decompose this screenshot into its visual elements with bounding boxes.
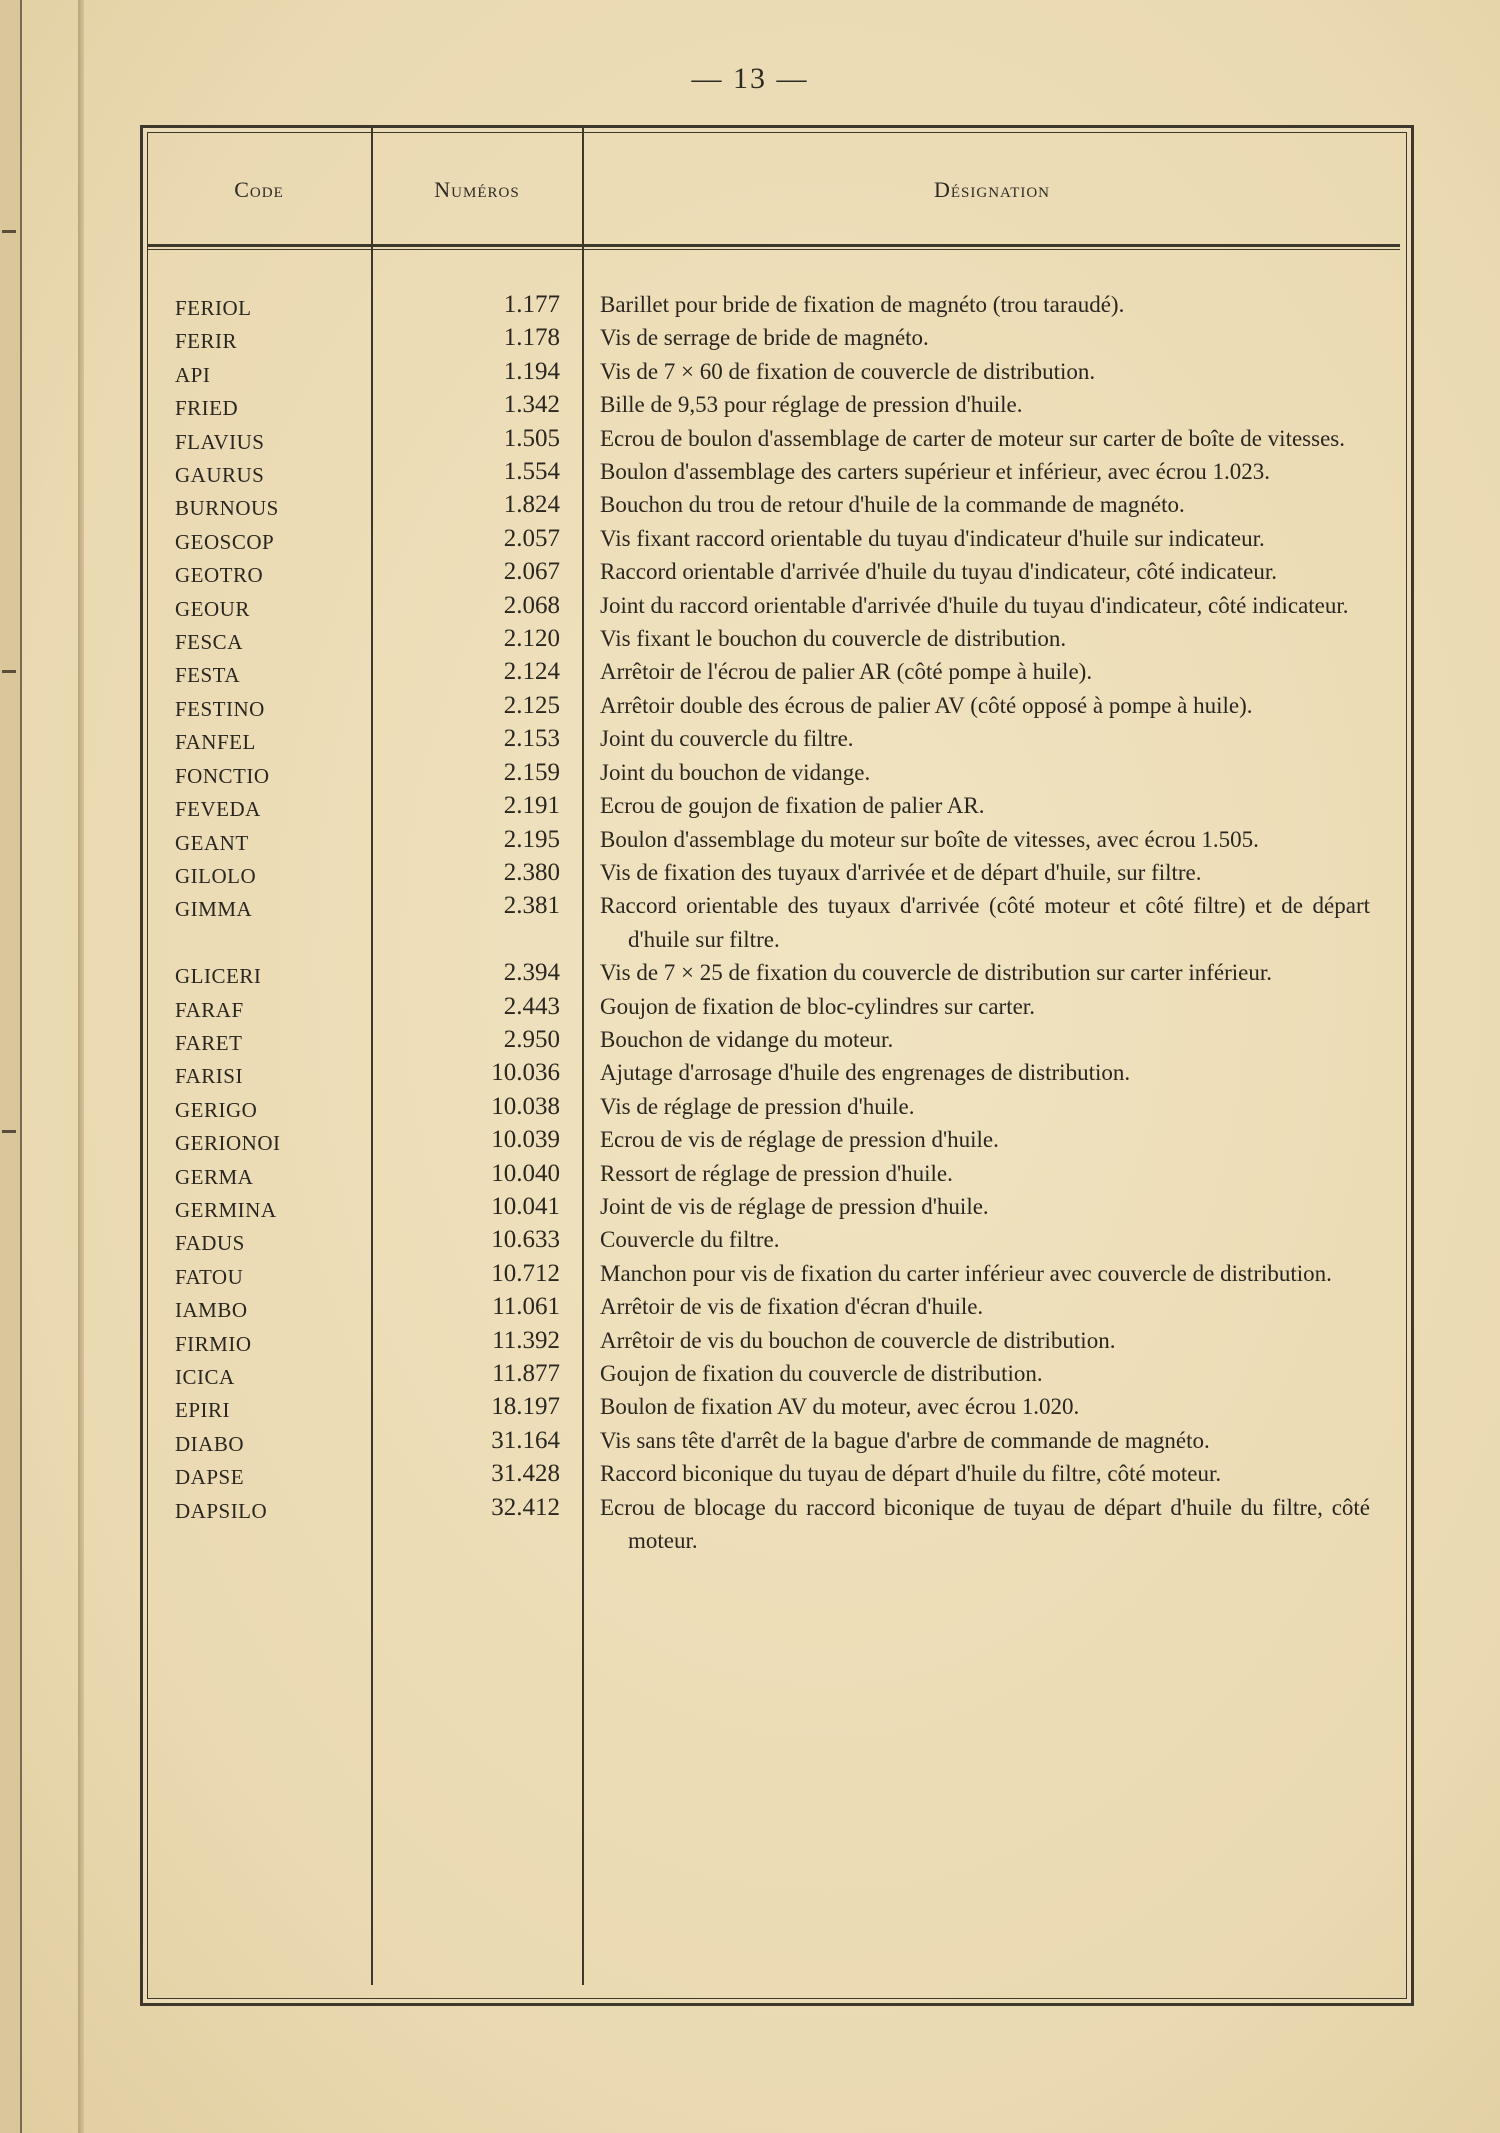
part-designation: Bille de 9,53 pour réglage de pression d'huile. bbox=[600, 392, 1023, 418]
part-code: GIMMA bbox=[175, 897, 253, 922]
table-row bbox=[0, 1324, 1500, 1357]
part-designation: Ajutage d'arrosage d'huile des engrenages de distribution. bbox=[600, 1060, 1131, 1086]
table-row bbox=[0, 1223, 1500, 1256]
part-code: GERIGO bbox=[175, 1097, 258, 1122]
part-designation: Vis de fixation des tuyaux d'arrivée et de départ d'huile, sur filtre. bbox=[600, 859, 1202, 885]
part-designation: Vis de serrage de bride de magnéto. bbox=[600, 325, 929, 351]
table-row bbox=[0, 722, 1500, 755]
part-code: FANFEL bbox=[175, 730, 256, 755]
table-row bbox=[0, 823, 1500, 856]
part-code: FEVEDA bbox=[175, 797, 261, 822]
part-designation: Raccord biconique du tuyau de départ d'huile du filtre, côté moteur. bbox=[600, 1461, 1222, 1487]
part-number: 1.178 bbox=[503, 324, 560, 352]
part-number: 2.120 bbox=[503, 625, 560, 653]
part-code: FLAVIUS bbox=[175, 429, 265, 454]
part-code: API bbox=[175, 362, 211, 387]
part-code: FERIR bbox=[175, 329, 238, 354]
part-designation: Vis de réglage de pression d'huile. bbox=[600, 1093, 915, 1119]
part-code: FARISI bbox=[175, 1064, 243, 1089]
part-number: 11.392 bbox=[492, 1326, 560, 1354]
part-code: FARET bbox=[175, 1030, 243, 1055]
table-row bbox=[0, 1491, 1500, 1558]
table-row bbox=[0, 1357, 1500, 1390]
part-designation: Arrêtoir double des écrous de palier AV (côté opposé à pompe à huile). bbox=[600, 692, 1253, 718]
part-number: 31.428 bbox=[491, 1460, 560, 1488]
table-row bbox=[0, 355, 1500, 388]
part-designation: Vis de 7 × 60 de fixation de couvercle de distribution. bbox=[600, 358, 1096, 384]
table-row bbox=[0, 1023, 1500, 1056]
part-number: 11.061 bbox=[492, 1293, 560, 1321]
part-number: 2.191 bbox=[503, 792, 560, 820]
part-number: 2.068 bbox=[503, 591, 560, 619]
table-row bbox=[0, 321, 1500, 354]
part-number: 10.040 bbox=[491, 1159, 560, 1187]
part-code: FESTA bbox=[175, 663, 240, 688]
part-number: 1.505 bbox=[503, 424, 560, 452]
part-number: 1.194 bbox=[503, 357, 560, 385]
part-code: FARAF bbox=[175, 997, 244, 1022]
part-designation: Vis de 7 × 25 de fixation du couvercle de distribution sur carter inférieur. bbox=[600, 960, 1272, 986]
part-code: GAURUS bbox=[175, 463, 265, 488]
part-number: 1.824 bbox=[503, 491, 560, 519]
part-code: FONCTIO bbox=[175, 763, 270, 788]
part-code: GEOSCOP bbox=[175, 529, 275, 554]
part-code: FESTINO bbox=[175, 696, 265, 721]
part-designation: Barillet pour bride de fixation de magnéto (trou taraudé). bbox=[600, 292, 1125, 317]
part-number: 2.950 bbox=[503, 1025, 560, 1053]
table-row bbox=[0, 1424, 1500, 1457]
table-row bbox=[0, 1457, 1500, 1490]
part-number: 2.153 bbox=[503, 725, 560, 753]
table-row bbox=[0, 1190, 1500, 1223]
part-number: 2.443 bbox=[503, 992, 560, 1020]
part-number: 2.124 bbox=[503, 658, 560, 686]
part-designation: Ecrou de goujon de fixation de palier AR. bbox=[600, 793, 985, 819]
part-number: 2.380 bbox=[503, 858, 560, 886]
table-row bbox=[0, 555, 1500, 588]
column-header-code: Code bbox=[234, 177, 284, 202]
part-designation: Ecrou de blocage du raccord biconique de tuyau de départ d'huile du filtre, côté moteur. bbox=[600, 1494, 1370, 1554]
column-header-numeros: Numéros bbox=[434, 177, 520, 202]
part-designation: Raccord orientable d'arrivée d'huile du tuyau d'indicateur, côté indicateur. bbox=[600, 559, 1277, 585]
header-rule bbox=[148, 244, 1400, 247]
parts-table-body bbox=[0, 288, 1500, 1557]
table-row bbox=[0, 889, 1500, 956]
part-designation: Vis fixant le bouchon du couvercle de distribution. bbox=[600, 626, 1067, 652]
part-number: 10.039 bbox=[491, 1126, 560, 1154]
table-row bbox=[0, 488, 1500, 521]
table-row bbox=[0, 1390, 1500, 1423]
table-row bbox=[0, 455, 1500, 488]
part-code: FERIOL bbox=[175, 296, 252, 320]
part-number: 10.041 bbox=[491, 1192, 560, 1220]
part-number: 2.394 bbox=[503, 959, 560, 987]
part-code: GEOTRO bbox=[175, 563, 264, 588]
part-designation: Arrêtoir de vis de fixation d'écran d'huile. bbox=[600, 1294, 984, 1320]
part-designation: Manchon pour vis de fixation du carter inférieur avec couvercle de distribution. bbox=[600, 1260, 1332, 1286]
part-designation: Ecrou de boulon d'assemblage de carter de moteur sur carter de boîte de vitesses. bbox=[600, 425, 1345, 451]
part-designation: Boulon de fixation AV du moteur, avec écrou 1.020. bbox=[600, 1394, 1080, 1420]
part-number: 2.195 bbox=[503, 825, 560, 853]
part-code: GERMINA bbox=[175, 1197, 277, 1222]
part-designation: Joint du raccord orientable d'arrivée d'huile du tuyau d'indicateur, côté indicateur. bbox=[600, 592, 1349, 618]
part-number: 1.554 bbox=[503, 458, 560, 486]
part-designation: Raccord orientable des tuyaux d'arrivée (côté moteur et côté filtre) et de départ d'huile sur filtre. bbox=[600, 893, 1370, 952]
table-row bbox=[0, 1257, 1500, 1290]
table-row bbox=[0, 756, 1500, 789]
part-number: 10.633 bbox=[491, 1226, 560, 1254]
part-designation: Goujon de fixation du couvercle de distribution. bbox=[600, 1361, 1043, 1386]
part-number: 10.036 bbox=[491, 1059, 560, 1087]
part-designation: Goujon de fixation de bloc-cylindres sur carter. bbox=[600, 993, 1035, 1019]
part-code: GEOUR bbox=[175, 596, 250, 621]
table-row bbox=[0, 956, 1500, 989]
part-code: FIRMIO bbox=[175, 1331, 252, 1356]
part-designation: Couvercle du filtre. bbox=[600, 1227, 780, 1253]
part-designation: Joint du bouchon de vidange. bbox=[600, 759, 871, 785]
table-row bbox=[0, 422, 1500, 455]
part-code: ICICA bbox=[175, 1365, 235, 1389]
part-number: 10.038 bbox=[491, 1092, 560, 1120]
part-code: BURNOUS bbox=[175, 496, 279, 521]
part-code: GERIONOI bbox=[175, 1131, 281, 1156]
part-number: 1.177 bbox=[503, 291, 560, 318]
table-row bbox=[0, 1090, 1500, 1123]
part-designation: Vis fixant raccord orientable du tuyau d'indicateur d'huile sur indicateur. bbox=[600, 525, 1265, 551]
part-code: FADUS bbox=[175, 1231, 245, 1256]
part-designation: Joint de vis de réglage de pression d'huile. bbox=[600, 1193, 989, 1219]
part-code: EPIRI bbox=[175, 1398, 230, 1423]
table-row bbox=[0, 1056, 1500, 1089]
part-number: 10.712 bbox=[491, 1259, 560, 1287]
table-row bbox=[0, 1123, 1500, 1156]
part-code: FATOU bbox=[175, 1264, 244, 1289]
part-code: GERMA bbox=[175, 1164, 254, 1189]
part-code: GEANT bbox=[175, 830, 249, 855]
page-number: — 13 — bbox=[691, 62, 809, 95]
table-row bbox=[0, 589, 1500, 622]
part-number: 32.412 bbox=[491, 1493, 560, 1521]
part-designation: Arrêtoir de vis du bouchon de couvercle de distribution. bbox=[600, 1327, 1116, 1353]
column-header-designation: Désignation bbox=[933, 177, 1051, 202]
part-number: 2.159 bbox=[503, 758, 560, 786]
part-designation: Bouchon du trou de retour d'huile de la commande de magnéto. bbox=[600, 492, 1185, 518]
part-number: 11.877 bbox=[492, 1360, 560, 1387]
part-code: DAPSILO bbox=[175, 1498, 268, 1523]
part-designation: Boulon d'assemblage du moteur sur boîte de vitesses, avec écrou 1.505. bbox=[600, 826, 1259, 852]
table-row bbox=[0, 689, 1500, 722]
table-row bbox=[0, 388, 1500, 421]
part-code: DIABO bbox=[175, 1431, 244, 1456]
part-number: 18.197 bbox=[491, 1393, 560, 1421]
table-row bbox=[0, 1157, 1500, 1190]
part-number: 2.381 bbox=[503, 892, 560, 920]
table-row bbox=[0, 522, 1500, 555]
table-row bbox=[0, 655, 1500, 688]
part-designation: Joint du couvercle du filtre. bbox=[600, 726, 854, 752]
table-row bbox=[0, 856, 1500, 889]
table-row bbox=[0, 622, 1500, 655]
part-number: 2.057 bbox=[503, 524, 560, 552]
part-code: DAPSE bbox=[175, 1465, 245, 1490]
part-designation: Bouchon de vidange du moteur. bbox=[600, 1026, 894, 1052]
table-row bbox=[0, 1290, 1500, 1323]
part-code: GLICERI bbox=[175, 964, 262, 989]
table-row bbox=[0, 288, 1500, 321]
part-designation: Ecrou de vis de réglage de pression d'huile. bbox=[600, 1127, 999, 1153]
part-number: 31.164 bbox=[491, 1426, 560, 1454]
part-code: IAMBO bbox=[175, 1298, 248, 1323]
part-number: 2.125 bbox=[503, 691, 560, 719]
table-row bbox=[0, 990, 1500, 1023]
part-code: FESCA bbox=[175, 630, 243, 655]
part-designation: Arrêtoir de l'écrou de palier AR (côté pompe à huile). bbox=[600, 659, 1093, 685]
part-designation: Ressort de réglage de pression d'huile. bbox=[600, 1160, 953, 1186]
part-designation: Boulon d'assemblage des carters supérieur et inférieur, avec écrou 1.023. bbox=[600, 459, 1270, 485]
part-number: 1.342 bbox=[503, 391, 560, 419]
part-code: GILOLO bbox=[175, 863, 257, 888]
table-row bbox=[0, 789, 1500, 822]
part-number: 2.067 bbox=[503, 558, 560, 586]
part-code: FRIED bbox=[175, 396, 239, 421]
part-designation: Vis sans tête d'arrêt de la bague d'arbre de commande de magnéto. bbox=[600, 1427, 1210, 1453]
